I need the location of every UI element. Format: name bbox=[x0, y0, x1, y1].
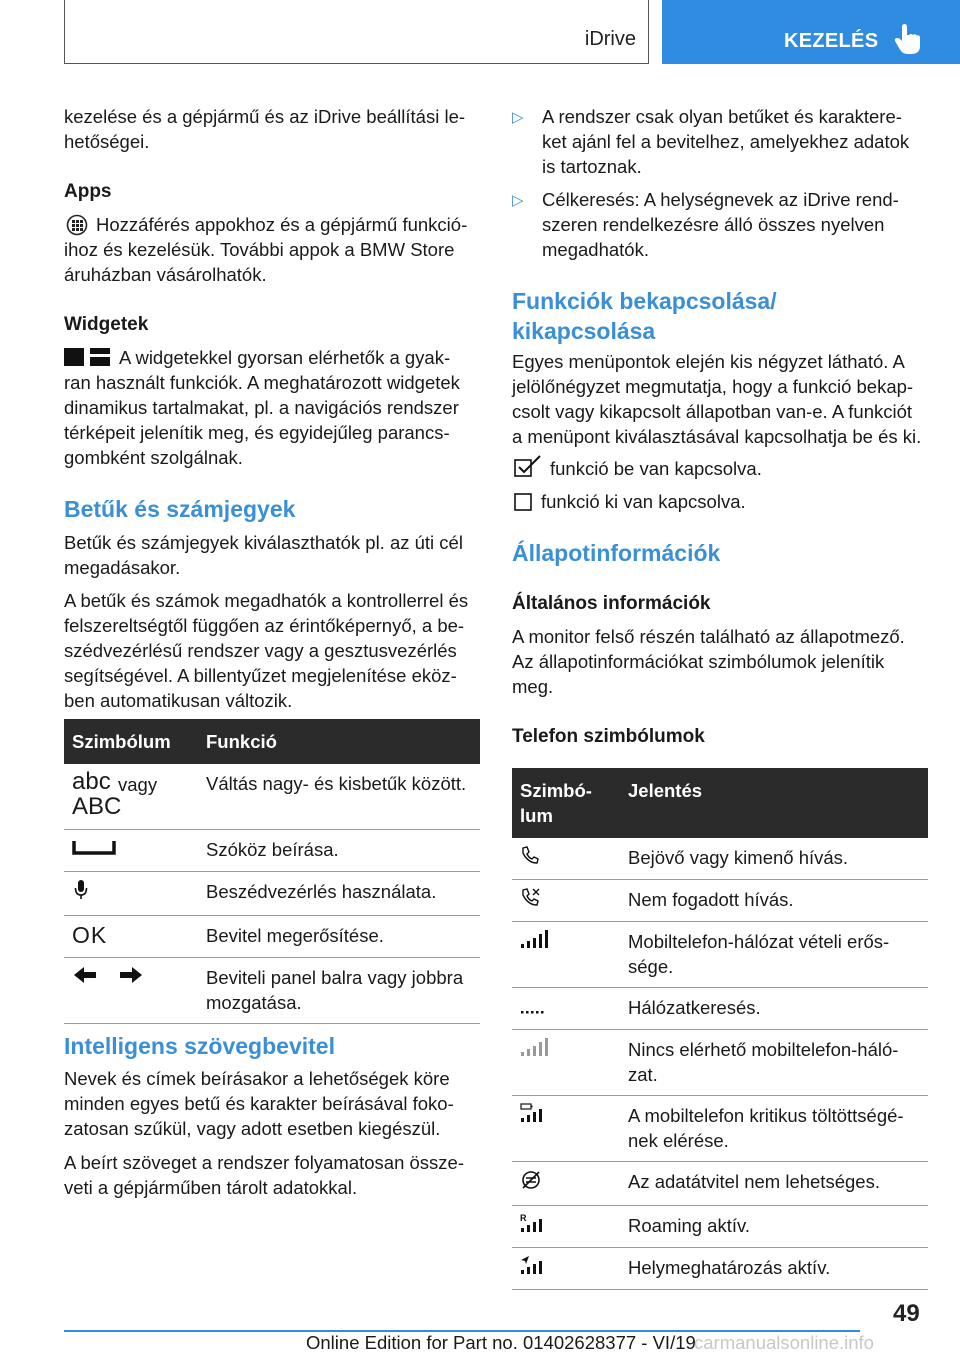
call-icon bbox=[520, 845, 540, 865]
text-line: ran használt funkciók. A meghatározott widgetek bbox=[64, 372, 460, 393]
phone-symbols-heading: Telefon szimbólumok bbox=[512, 726, 705, 747]
status-heading: Állapotinformációk bbox=[512, 540, 721, 566]
text-line: dinamikus tartalmakat, pl. a navigációs rendszer bbox=[64, 397, 459, 418]
cell-text: Roaming aktív. bbox=[628, 1215, 751, 1236]
network-search-icon bbox=[520, 995, 548, 1015]
text-line: Az állapotinformációkat szimbólumok jelenítik bbox=[512, 651, 885, 672]
cell-text: sége. bbox=[628, 956, 674, 977]
text-line: ket ajánl fel a bevitelhez, amelyekhez adatok bbox=[542, 131, 910, 152]
table-row bbox=[64, 872, 480, 916]
meaning-cell bbox=[620, 1206, 928, 1248]
letters-paragraph-1 bbox=[64, 530, 463, 580]
general-info-heading: Általános információk bbox=[512, 593, 711, 614]
intelligent-paragraph-1 bbox=[64, 1066, 454, 1141]
checkbox-checked-icon bbox=[514, 455, 542, 477]
symbol-cell bbox=[64, 872, 198, 916]
table-header-row bbox=[512, 768, 928, 838]
icon-cell bbox=[512, 1096, 620, 1162]
table-header-row bbox=[64, 719, 480, 764]
icon-cell bbox=[512, 1206, 620, 1248]
table-header-cell: Szimbólum bbox=[64, 719, 198, 764]
widgets-heading: Widgetek bbox=[64, 314, 149, 335]
edition-text: Online Edition for Part no. 01402628377 - VI/19 bbox=[306, 1332, 696, 1353]
intelligent-heading: Intelligens szövegbevitel bbox=[64, 1033, 335, 1059]
text-line: hetőségei. bbox=[64, 131, 150, 152]
header-section-box bbox=[64, 0, 649, 64]
cell-text: Az adatátvitel nem lehetséges. bbox=[628, 1171, 880, 1192]
table-row bbox=[512, 838, 928, 880]
cell-text: zat. bbox=[628, 1064, 658, 1085]
table-row bbox=[512, 988, 928, 1030]
meaning-cell bbox=[620, 1096, 928, 1162]
text-line: megadásakor. bbox=[64, 557, 181, 578]
bullet-item bbox=[512, 187, 928, 262]
text-line: megadhatók. bbox=[542, 239, 649, 260]
text-line: áruházban vásárolhatók. bbox=[64, 264, 267, 285]
symbol-cell bbox=[64, 958, 198, 1024]
function-cell bbox=[198, 916, 480, 958]
meaning-cell bbox=[620, 1248, 928, 1290]
heading-line: kikapcsolása bbox=[512, 318, 656, 344]
or-text: vagy bbox=[118, 774, 158, 795]
signal-strength-icon bbox=[520, 929, 548, 949]
intro-paragraph bbox=[64, 104, 465, 154]
arrows-left-right-icon bbox=[72, 965, 144, 985]
cell-text: Nem fogadott hívás. bbox=[628, 889, 794, 910]
text-line: A widgetekkel gyorsan elérhetők a gyak- bbox=[119, 347, 451, 368]
text-line: ihoz és kezelésük. További appok a BMW Store bbox=[64, 239, 455, 260]
symbol-table bbox=[64, 719, 480, 1024]
header-chapter-title: KEZELÉS bbox=[784, 30, 879, 52]
text-line: veti a gépjárműben tárolt adatokkal. bbox=[64, 1177, 358, 1198]
no-data-icon bbox=[520, 1169, 542, 1191]
text-line: szeren rendelkezésre álló összes nyelven bbox=[542, 214, 885, 235]
text-line: csolt vagy kikapcsolt állapotban van-e. A funkciót bbox=[512, 401, 913, 422]
table-row bbox=[512, 880, 928, 922]
cell-text: Beszédvezérlés használata. bbox=[206, 881, 437, 902]
microphone-icon bbox=[74, 879, 88, 901]
text-line: Betűk és számjegyek kiválaszthatók pl. az úti cél bbox=[64, 532, 463, 553]
apps-paragraph bbox=[64, 212, 467, 287]
bullet-triangle-icon: ▷ bbox=[512, 109, 524, 126]
letters-heading: Betűk és számjegyek bbox=[64, 496, 296, 522]
text-line: A monitor felső részén található az állapotmező. bbox=[512, 626, 905, 647]
table-row bbox=[64, 764, 480, 830]
cell-text: Bevitel megerősítése. bbox=[206, 925, 384, 946]
text-line: A rendszer csak olyan betűket és karaktere- bbox=[542, 106, 902, 127]
cell-text: Bejövő vagy kimenő hívás. bbox=[628, 847, 849, 868]
text-line: Egyes menüpontok elején kis négyzet látható. A bbox=[512, 351, 905, 372]
text-line: gombként szolgálnak. bbox=[64, 447, 243, 468]
function-cell bbox=[198, 830, 480, 872]
text-line: is tartoznak. bbox=[542, 156, 642, 177]
text-line: a menüpont kiválasztásával kapcsolhatja be és ki. bbox=[512, 426, 922, 447]
battery-low-icon bbox=[520, 1103, 548, 1123]
symbol-cell bbox=[64, 830, 198, 872]
no-network-icon bbox=[520, 1037, 548, 1057]
table-row bbox=[64, 830, 480, 872]
function-cell bbox=[198, 872, 480, 916]
table-row bbox=[64, 916, 480, 958]
icon-cell bbox=[512, 838, 620, 880]
text-line: segítségével. A billentyűzet megjelenítése eköz- bbox=[64, 665, 457, 686]
heading-line: Funkciók bekapcsolása/ bbox=[512, 288, 777, 314]
text-line: kezelése és a gépjármű és az iDrive beállítási le- bbox=[64, 106, 466, 127]
meaning-cell bbox=[620, 880, 928, 922]
symbol-cell bbox=[64, 916, 198, 958]
symbol-cell bbox=[64, 764, 198, 830]
phone-symbol-table bbox=[512, 768, 928, 1290]
meaning-cell bbox=[620, 922, 928, 988]
table-header-cell: Funkció bbox=[198, 719, 480, 764]
icon-cell bbox=[512, 880, 620, 922]
hand-pointer-icon bbox=[893, 24, 923, 56]
icon-cell bbox=[512, 922, 620, 988]
cell-text: Helymeghatározás aktív. bbox=[628, 1257, 831, 1278]
table-row bbox=[512, 1030, 928, 1096]
header-line: lum bbox=[520, 805, 553, 826]
icon-cell bbox=[512, 1248, 620, 1290]
checkbox-on-text: funkció be van kapcsolva. bbox=[550, 458, 762, 479]
icon-cell bbox=[512, 1162, 620, 1206]
toggle-paragraph bbox=[512, 349, 921, 449]
text-line: minden egyes betű és karakter beírásával foko- bbox=[64, 1093, 454, 1114]
text-line: zatosan szűkül, vagy adott esetben kiegészül. bbox=[64, 1118, 441, 1139]
text-line: Nevek és címek beírásakor a lehetőségek köre bbox=[64, 1068, 450, 1089]
table-row bbox=[512, 1206, 928, 1248]
cell-text: nek elérése. bbox=[628, 1130, 729, 1151]
location-icon bbox=[520, 1255, 548, 1275]
cell-text: mozgatása. bbox=[206, 992, 302, 1013]
intelligent-paragraph-2 bbox=[64, 1150, 464, 1200]
status-paragraph bbox=[512, 624, 905, 699]
roaming-icon bbox=[520, 1213, 548, 1233]
header-line: Szimbó- bbox=[520, 780, 592, 801]
text-line: Célkeresés: A helységnevek az iDrive rend- bbox=[542, 189, 899, 210]
meaning-cell bbox=[620, 988, 928, 1030]
checkbox-empty-icon bbox=[514, 493, 532, 511]
watermark-text: carmanualsonline.info bbox=[694, 1332, 874, 1353]
cell-text: Váltás nagy- és kisbetűk között. bbox=[206, 773, 467, 794]
table-row bbox=[512, 1162, 928, 1206]
table-row bbox=[512, 1096, 928, 1162]
page-number: 49 bbox=[893, 1300, 920, 1327]
cell-text: A mobiltelefon kritikus töltöttségé- bbox=[628, 1105, 904, 1126]
apps-heading: Apps bbox=[64, 181, 112, 202]
table-header-cell: Jelentés bbox=[620, 768, 928, 838]
icon-cell bbox=[512, 988, 620, 1030]
table-row bbox=[64, 958, 480, 1024]
icon-cell bbox=[512, 1030, 620, 1096]
meaning-cell bbox=[620, 1030, 928, 1096]
bullet-item bbox=[512, 104, 928, 179]
missed-call-icon bbox=[520, 887, 540, 907]
text-line: ben automatikusan változik. bbox=[64, 690, 293, 711]
text-line: szédvezérlésű rendszer vagy a gesztusvezérlés bbox=[64, 640, 457, 661]
widgets-paragraph bbox=[64, 345, 460, 470]
ok-symbol: OK bbox=[72, 922, 108, 948]
lowercase-symbol: abc bbox=[72, 768, 111, 795]
text-line: térképeit jelenítik meg, és egyidejűleg parancs- bbox=[64, 422, 450, 443]
text-line: A beírt szöveget a rendszer folyamatosan össze- bbox=[64, 1152, 465, 1173]
text-line: A betűk és számok megadhatók a kontrollerrel és bbox=[64, 590, 469, 611]
toggle-heading bbox=[512, 286, 777, 346]
case-symbol bbox=[72, 768, 190, 821]
table-row bbox=[512, 922, 928, 988]
cell-text: Szóköz beírása. bbox=[206, 839, 339, 860]
meaning-cell bbox=[620, 1162, 928, 1206]
text-line: jelölőnégyzet megmutatja, hogy a funkció bekap- bbox=[512, 376, 914, 397]
header-section-title: iDrive bbox=[584, 28, 636, 50]
uppercase-symbol: ABC bbox=[72, 793, 122, 820]
text-line: meg. bbox=[512, 676, 554, 697]
text-line: Hozzáférés appokhoz és a gépjármű funkció- bbox=[96, 214, 468, 235]
table-row bbox=[512, 1248, 928, 1290]
letters-paragraph-2 bbox=[64, 588, 468, 713]
cell-text: Hálózatkeresés. bbox=[628, 997, 761, 1018]
table-header-cell bbox=[512, 768, 620, 838]
function-cell bbox=[198, 764, 480, 830]
cell-text: Nincs elérhető mobiltelefon-háló- bbox=[628, 1039, 899, 1060]
function-cell bbox=[198, 958, 480, 1024]
cell-text: Beviteli panel balra vagy jobbra bbox=[206, 967, 464, 988]
text-line: felszereltségtől függően az érintőképernyő, a be- bbox=[64, 615, 465, 636]
space-icon bbox=[72, 837, 116, 857]
bullet-triangle-icon: ▷ bbox=[512, 192, 524, 209]
meaning-cell bbox=[620, 838, 928, 880]
cell-text: Mobiltelefon-hálózat vételi erős- bbox=[628, 931, 890, 952]
checkbox-off-text: funkció ki van kapcsolva. bbox=[541, 491, 746, 512]
svg-text:R: R bbox=[520, 1213, 527, 1223]
